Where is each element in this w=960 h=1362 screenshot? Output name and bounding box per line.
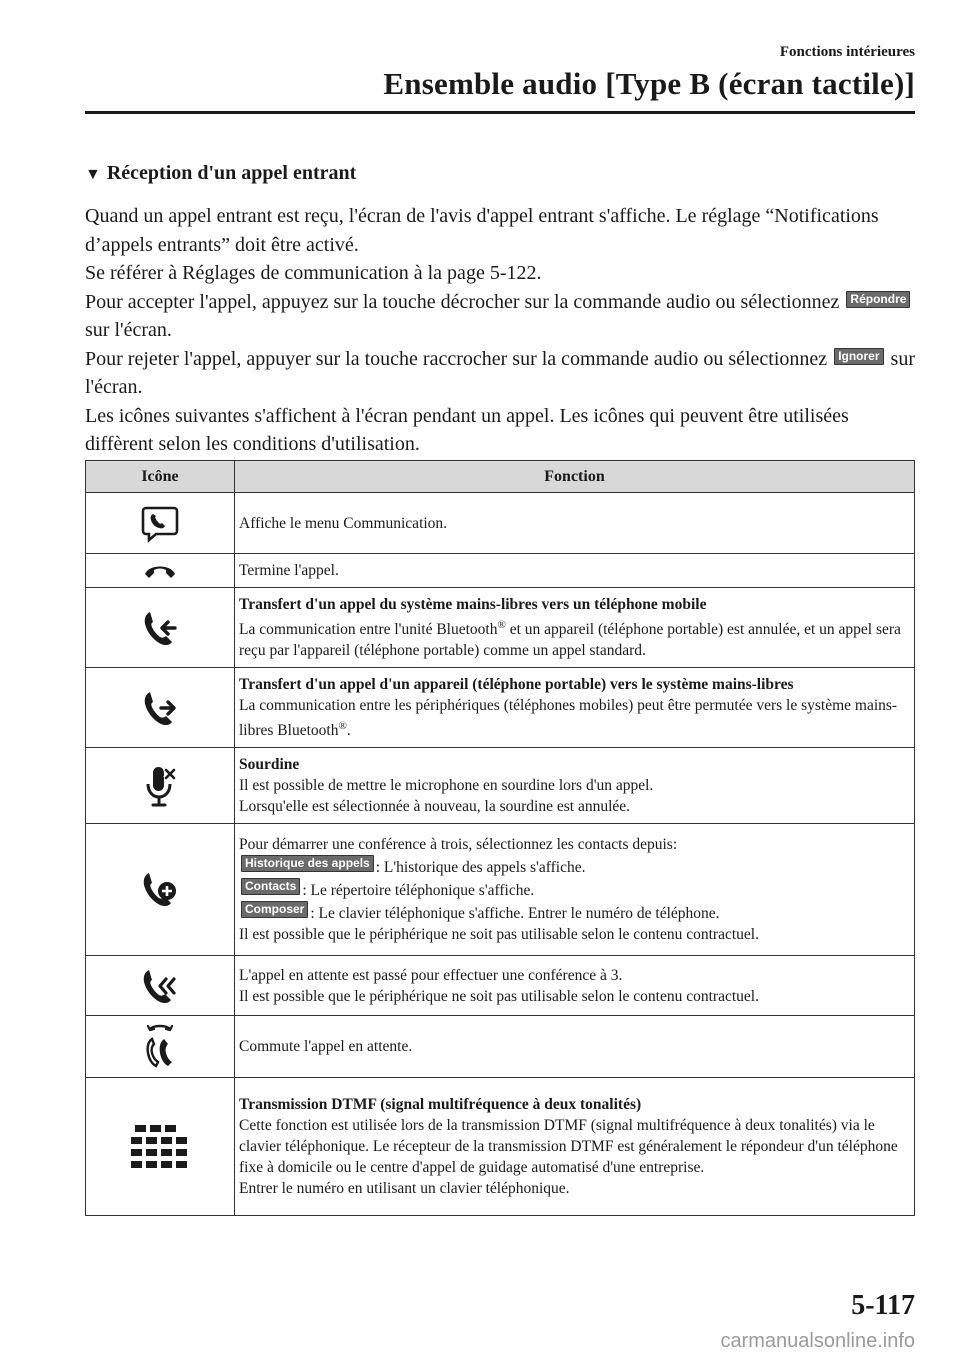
table-row xyxy=(86,956,915,1016)
end-call-icon xyxy=(86,561,234,581)
table-row xyxy=(86,824,915,956)
page-title: Ensemble audio [Type B (écran tactile)] xyxy=(383,66,915,101)
icon-function-table xyxy=(85,460,915,1216)
section-heading xyxy=(85,162,356,185)
table-row xyxy=(86,1016,915,1078)
row-function-line xyxy=(239,901,908,924)
row-text-a: La communication entre les périphériques (téléphones mobiles) peut être permutée vers le système mains-libres Bluetooth xyxy=(239,697,898,740)
intro-p5: Les icônes suivantes s'affichent à l'écran pendant un appel. Les icônes qui peuvent être utilisées diffèrent selon les conditions d'utilisation. xyxy=(85,404,849,455)
table-header-row xyxy=(86,461,915,493)
transfer-to-phone-icon xyxy=(86,608,234,648)
contacts-button: Contacts xyxy=(241,878,300,895)
row-function: Commute l'appel en attente. xyxy=(235,1016,915,1078)
contacts-text: : Le répertoire téléphonique s'affiche. xyxy=(302,882,535,900)
intro-p2: Se référer à Réglages de communication à la page 5-122. xyxy=(85,262,542,284)
row-function-line xyxy=(239,878,908,901)
col-icon-header: Icône xyxy=(86,461,235,493)
row-function xyxy=(235,588,915,668)
intro-p4-b: sur l'écran. xyxy=(85,347,915,398)
row-function-title: Transmission DTMF (signal multifréquence à deux tonalités) xyxy=(239,1096,642,1114)
table-row xyxy=(86,1078,915,1216)
row-function-line: Il est possible de mettre le microphone en sourdine lors d'un appel. xyxy=(239,777,654,795)
table-row xyxy=(86,668,915,748)
table-row xyxy=(86,748,915,824)
row-function-line: Lorsqu'elle est sélectionnée à nouveau, la sourdine est annulée. xyxy=(239,798,631,816)
row-function: Affiche le menu Communication. xyxy=(235,493,915,554)
swap-call-icon xyxy=(86,1023,234,1071)
page-number: 5-117 xyxy=(851,1290,915,1321)
registered-mark: ® xyxy=(338,720,347,733)
row-function xyxy=(235,1078,915,1216)
row-function xyxy=(235,748,915,824)
historique-button: Historique des appels xyxy=(241,855,374,872)
composer-text: : Le clavier téléphonique s'affiche. Entrer le numéro de téléphone. xyxy=(310,905,720,923)
row-text-b: . xyxy=(346,722,351,740)
section-heading-text: Réception d'un appel entrant xyxy=(106,162,357,184)
intro-p3 xyxy=(85,288,915,345)
row-function-line: Pour démarrer une conférence à trois, sélectionnez les contacts depuis: xyxy=(239,836,678,854)
row-function-desc xyxy=(239,695,908,741)
keypad-icon xyxy=(86,1125,234,1169)
merge-call-icon xyxy=(86,966,234,1006)
intro-p4-a: Pour rejeter l'appel, appuyer sur la touche raccrocher sur la commande audio ou sélectionnez xyxy=(85,347,828,370)
row-function: Termine l'appel. xyxy=(235,554,915,588)
intro-p3-a: Pour accepter l'appel, appuyez sur la touche décrocher sur la commande audio ou sélectionnez xyxy=(85,290,840,313)
header-rule xyxy=(85,111,915,114)
intro-p4 xyxy=(85,345,915,402)
triangle-icon: ▼ xyxy=(85,166,101,183)
row-function xyxy=(235,824,915,956)
row-function-title: Transfert d'un appel d'un appareil (téléphone portable) vers le système mains-libres xyxy=(239,676,794,694)
transfer-to-handsfree-icon xyxy=(86,688,234,728)
row-function-line: Il est possible que le périphérique ne soit pas utilisable selon le contenu contractuel. xyxy=(239,926,759,944)
intro-text xyxy=(85,202,915,459)
header-section: Fonctions intérieures xyxy=(779,44,915,60)
row-function-title: Transfert d'un appel du système mains-libres vers un téléphone mobile xyxy=(239,596,707,613)
row-function-line: Il est possible que le périphérique ne soit pas utilisable selon le contenu contractuel. xyxy=(239,987,759,1005)
row-text-b: et un appareil (téléphone portable) est annulée, et un appel sera reçu par l'appareil (téléphone portable) comme un appel standard. xyxy=(239,621,901,660)
communication-menu-icon xyxy=(86,503,234,543)
table-row xyxy=(86,554,915,588)
conference-add-icon xyxy=(86,869,234,911)
composer-button: Composer xyxy=(241,901,308,918)
intro-p3-b: sur l'écran. xyxy=(85,319,172,341)
intro-p1: Quand un appel entrant est reçu, l'écran de l'avis d'appel entrant s'affiche. Le réglage “Notifications d’appels entrants” doit être activé. xyxy=(85,205,879,256)
registered-mark: ® xyxy=(497,619,506,631)
ignorer-button: Ignorer xyxy=(834,348,883,365)
row-function-line: Entrer le numéro en utilisant un clavier téléphonique. xyxy=(239,1180,570,1198)
row-text-a: La communication entre l'unité Bluetooth xyxy=(239,621,498,639)
row-function-title: Sourdine xyxy=(239,756,300,774)
watermark: carmanualsonline.info xyxy=(720,1330,915,1352)
mute-microphone-icon xyxy=(86,763,234,809)
row-function-line xyxy=(239,855,908,878)
repondre-button: Répondre xyxy=(846,291,910,308)
row-function-line: L'appel en attente est passé pour effectuer une conférence à 3. xyxy=(239,966,623,984)
row-function-line: Cette fonction est utilisée lors de la transmission DTMF (signal multifréquence à deux tonalités) via le clavier téléphonique. Le récepteur de la transmission DTMF est généralement le répondeur d'un téléphone fixe à domicile ou le centre d'appel de guidage automatisé d'une entreprise. xyxy=(239,1117,898,1177)
table-row xyxy=(86,493,915,554)
table-row xyxy=(86,588,915,668)
row-function-desc xyxy=(239,615,908,661)
historique-text: : L'historique des appels s'affiche. xyxy=(375,859,586,877)
row-function xyxy=(235,668,915,748)
row-function xyxy=(235,956,915,1016)
col-function-header: Fonction xyxy=(235,461,915,493)
